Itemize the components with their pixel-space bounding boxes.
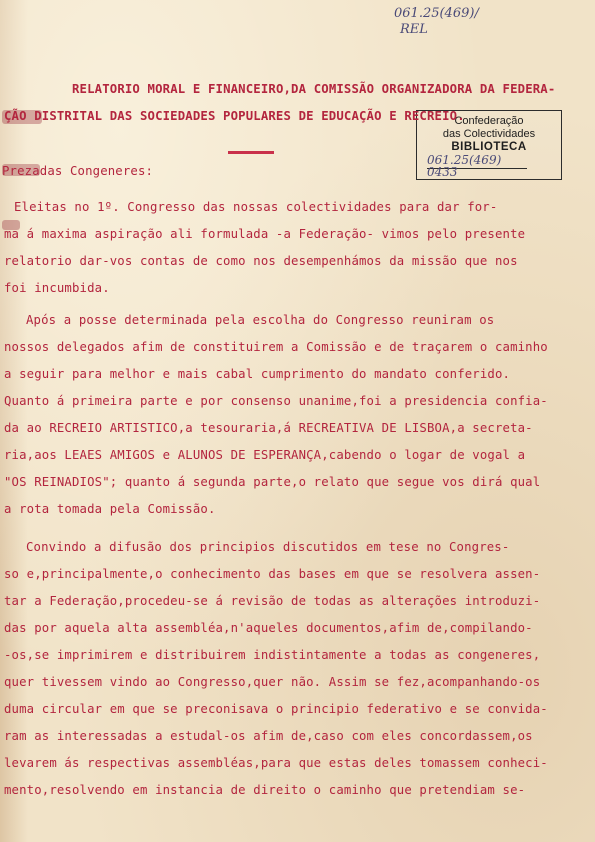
stamp-line3: BIBLIOTECA (451, 141, 527, 153)
archive-mark-line2: REL (400, 22, 428, 37)
body-line: relatorio dar-vos contas de como nos desempenhámos da missão que nos (4, 254, 518, 268)
body-line: duma circular em que se preconisava o principio federativo e se convida- (4, 702, 548, 716)
body-line: Convindo a difusão dos principios discutidos em tese no Congres- (26, 540, 510, 554)
body-line: Prezadas Congeneres: (2, 164, 154, 178)
body-line: quer tivessem vindo ao Congresso,quer não. Assim se fez,acompanhando-os (4, 675, 541, 689)
body-line: Eleitas no 1º. Congresso das nossas colectividades para dar for- (14, 200, 498, 214)
stamp-classification: 061.25(469) (427, 153, 502, 167)
body-line: nossos delegados afim de constituirem a Comissão e de traçarem o caminho (4, 340, 548, 354)
body-line: -os,se imprimirem e distribuirem indistintamente a todas as congeneres, (4, 648, 541, 662)
body-line: mento,resolvendo em instancia de direito o caminho que pretendiam se- (4, 783, 526, 797)
body-line: Após a posse determinada pela escolha do Congresso reuniram os (26, 313, 495, 327)
body-line: das por aquela alta assembléa,n'aqueles documentos,afim de,compilando- (4, 621, 533, 635)
stamp-line1: Confederação (454, 115, 524, 127)
body-line: foi incumbida. (4, 281, 110, 295)
body-line: a seguir para melhor e mais cabal cumprimento do mandato conferido. (4, 367, 511, 381)
body-line: ram as interessadas a estudal-os afim de,caso com eles concordassem,os (4, 729, 533, 743)
document-title-line2: ÇÃO DISTRITAL DAS SOCIEDADES POPULARES DE EDUCAÇÃO E RECREIO. (4, 109, 465, 123)
body-line: so e,principalmente,o conhecimento das bases em que se resolvera assen- (4, 567, 541, 581)
stamp-rule-2 (427, 179, 527, 180)
body-line: da ao RECREIO ARTISTICO,a tesouraria,á RECREATIVA DE LISBOA,a secreta- (4, 421, 533, 435)
body-line: levarem ás respectivas assembléas,para que estas deles tomassem conheci- (4, 756, 548, 770)
body-line: ria,aos LEAES AMIGOS e ALUNOS DE ESPERANÇA,cabendo o logar de vogal a (4, 448, 526, 462)
body-line: ma á maxima aspiração ali formulada -a Federação- vimos pelo presente (4, 227, 526, 241)
body-line: a rota tomada pela Comissão. (4, 502, 216, 516)
body-line: Quanto á primeira parte e por consenso unanime,foi a presidencia confia- (4, 394, 548, 408)
stamp-line2: das Colectividades (442, 128, 536, 140)
document-title-line1: RELATORIO MORAL E FINANCEIRO,DA COMISSÃO ORGANIZADORA DA FEDERA- (72, 82, 556, 96)
archive-mark-line1: 061.25(469)/ (394, 6, 479, 21)
stamp-number: 0433 (427, 165, 458, 179)
body-line: tar a Federação,procedeu-se á revisão de todas as alterações introduzi- (4, 594, 541, 608)
title-divider (228, 151, 274, 154)
body-line: "OS REINADIOS"; quanto á segunda parte,o relato que segue vos dirá qual (4, 475, 541, 489)
